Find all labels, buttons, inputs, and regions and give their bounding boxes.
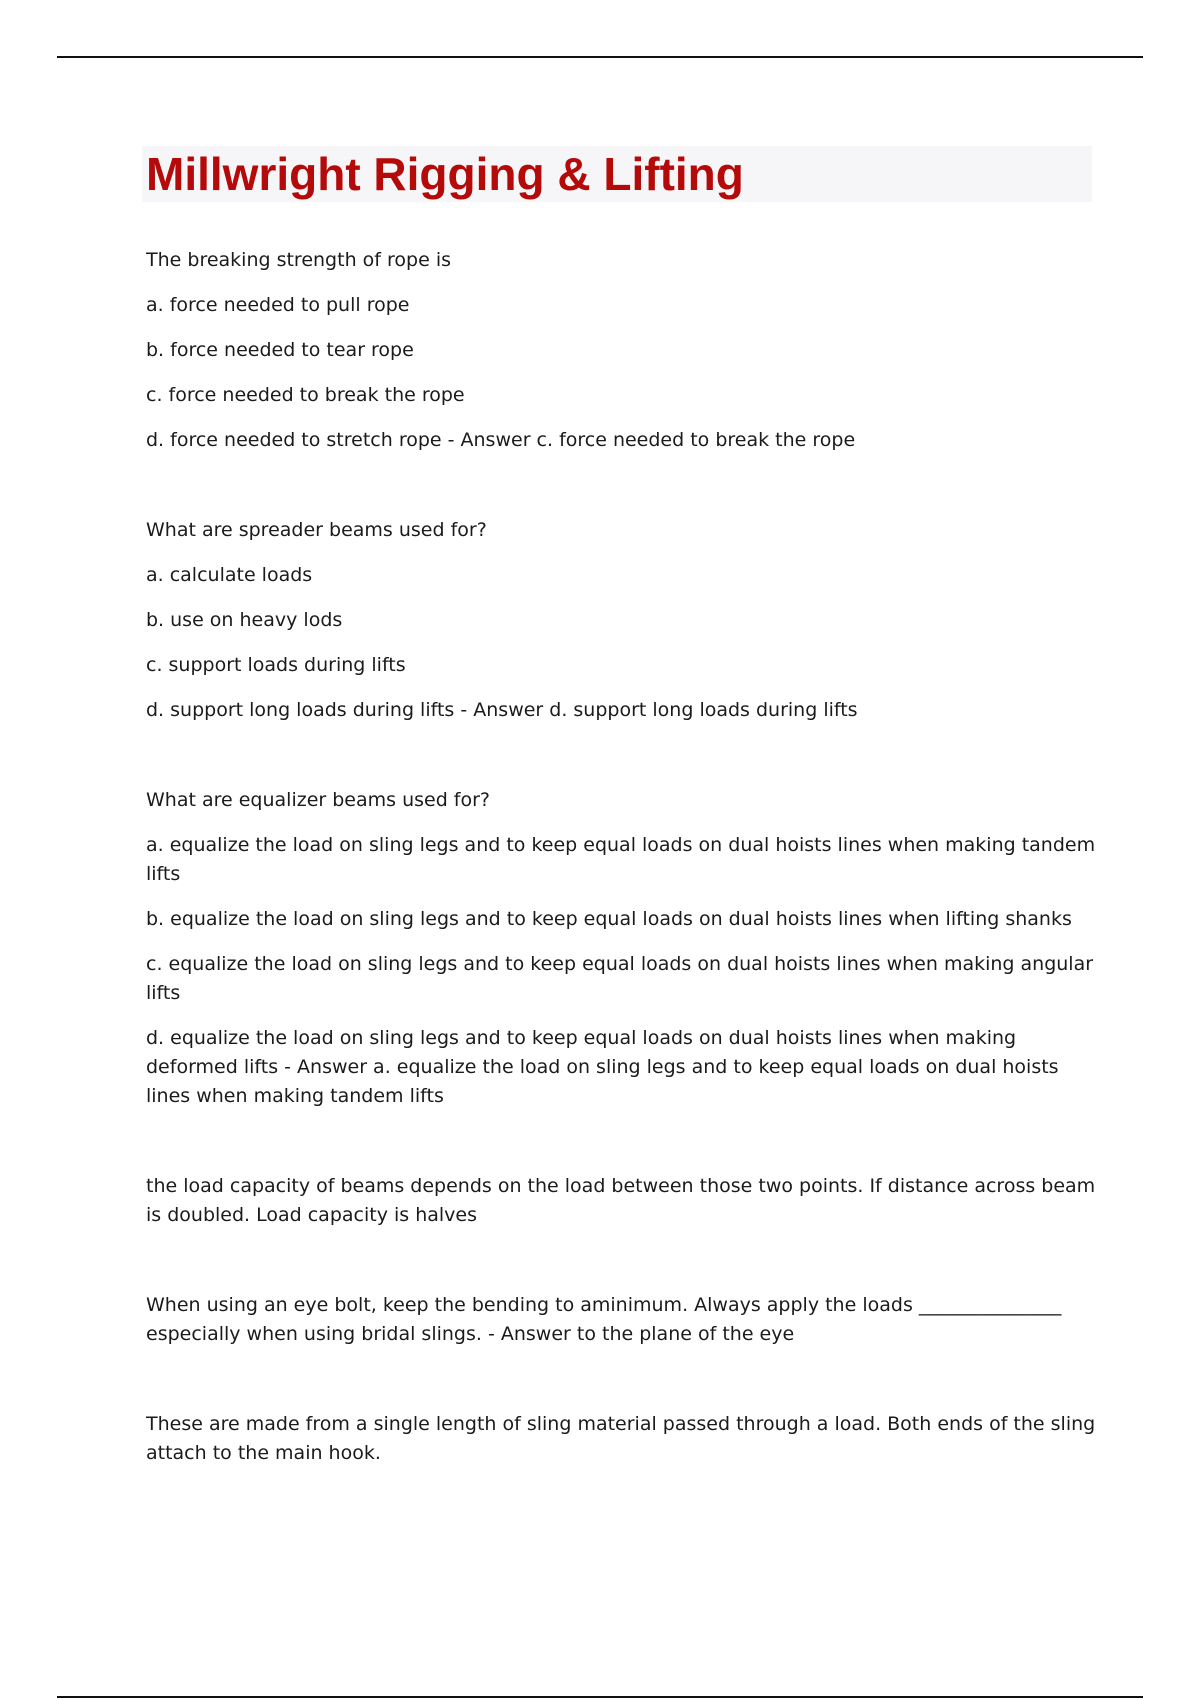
answer-option: d. force needed to stretch rope - Answer c. force needed to break the rope <box>146 429 856 451</box>
header-rule <box>57 56 1143 58</box>
spacer <box>146 471 1096 516</box>
spacer <box>146 1246 1096 1291</box>
page-title: Millwright Rigging & Lifting <box>146 148 744 200</box>
spacer <box>146 1127 1096 1172</box>
question-block <box>146 1410 1096 1468</box>
question-text: The breaking strength of rope is <box>146 249 451 271</box>
answer-option: c. support loads during lifts <box>146 654 406 676</box>
question-block <box>146 786 1096 1111</box>
answer-option: a. force needed to pull rope <box>146 294 410 316</box>
statement-text: the load capacity of beams depends on the load between those two points. If distance across beam is doubled. Load capacity is halves <box>146 1175 1096 1226</box>
answer-option: d. support long loads during lifts - Answer d. support long loads during lifts <box>146 699 858 721</box>
answer-option: b. use on heavy lods <box>146 609 343 631</box>
answer-option: a. calculate loads <box>146 564 313 586</box>
question-block <box>146 516 1096 725</box>
question-block <box>146 1291 1096 1349</box>
question-text: These are made from a single length of sling material passed through a load. Both ends of the sling attach to the main hook. <box>146 1413 1096 1464</box>
spacer <box>146 741 1096 786</box>
answer-option: c. force needed to break the rope <box>146 384 465 406</box>
answer-option: b. force needed to tear rope <box>146 339 414 361</box>
question-text: What are equalizer beams used for? <box>146 789 491 811</box>
answer-option: d. equalize the load on sling legs and to keep equal loads on dual hoists lines when making deformed lifts - Answer a. equalize the load on sling legs and to keep equal loads on dual hoists lines when making tandem lifts <box>146 1027 1059 1107</box>
footer-rule <box>57 1696 1143 1698</box>
question-text: When using an eye bolt, keep the bending to aminimum. Always apply the loads _______________ especially when using bridal slings. - Answer to the plane of the eye <box>146 1294 1062 1345</box>
answer-option: b. equalize the load on sling legs and to keep equal loads on dual hoists lines when lifting shanks <box>146 908 1072 930</box>
question-block <box>146 1172 1096 1230</box>
document-body <box>146 246 1096 1484</box>
spacer <box>146 1365 1096 1410</box>
answer-option: a. equalize the load on sling legs and to keep equal loads on dual hoists lines when making tandem lifts <box>146 834 1096 885</box>
question-text: What are spreader beams used for? <box>146 519 487 541</box>
answer-option: c. equalize the load on sling legs and to keep equal loads on dual hoists lines when making angular lifts <box>146 953 1094 1004</box>
question-block <box>146 246 1096 455</box>
